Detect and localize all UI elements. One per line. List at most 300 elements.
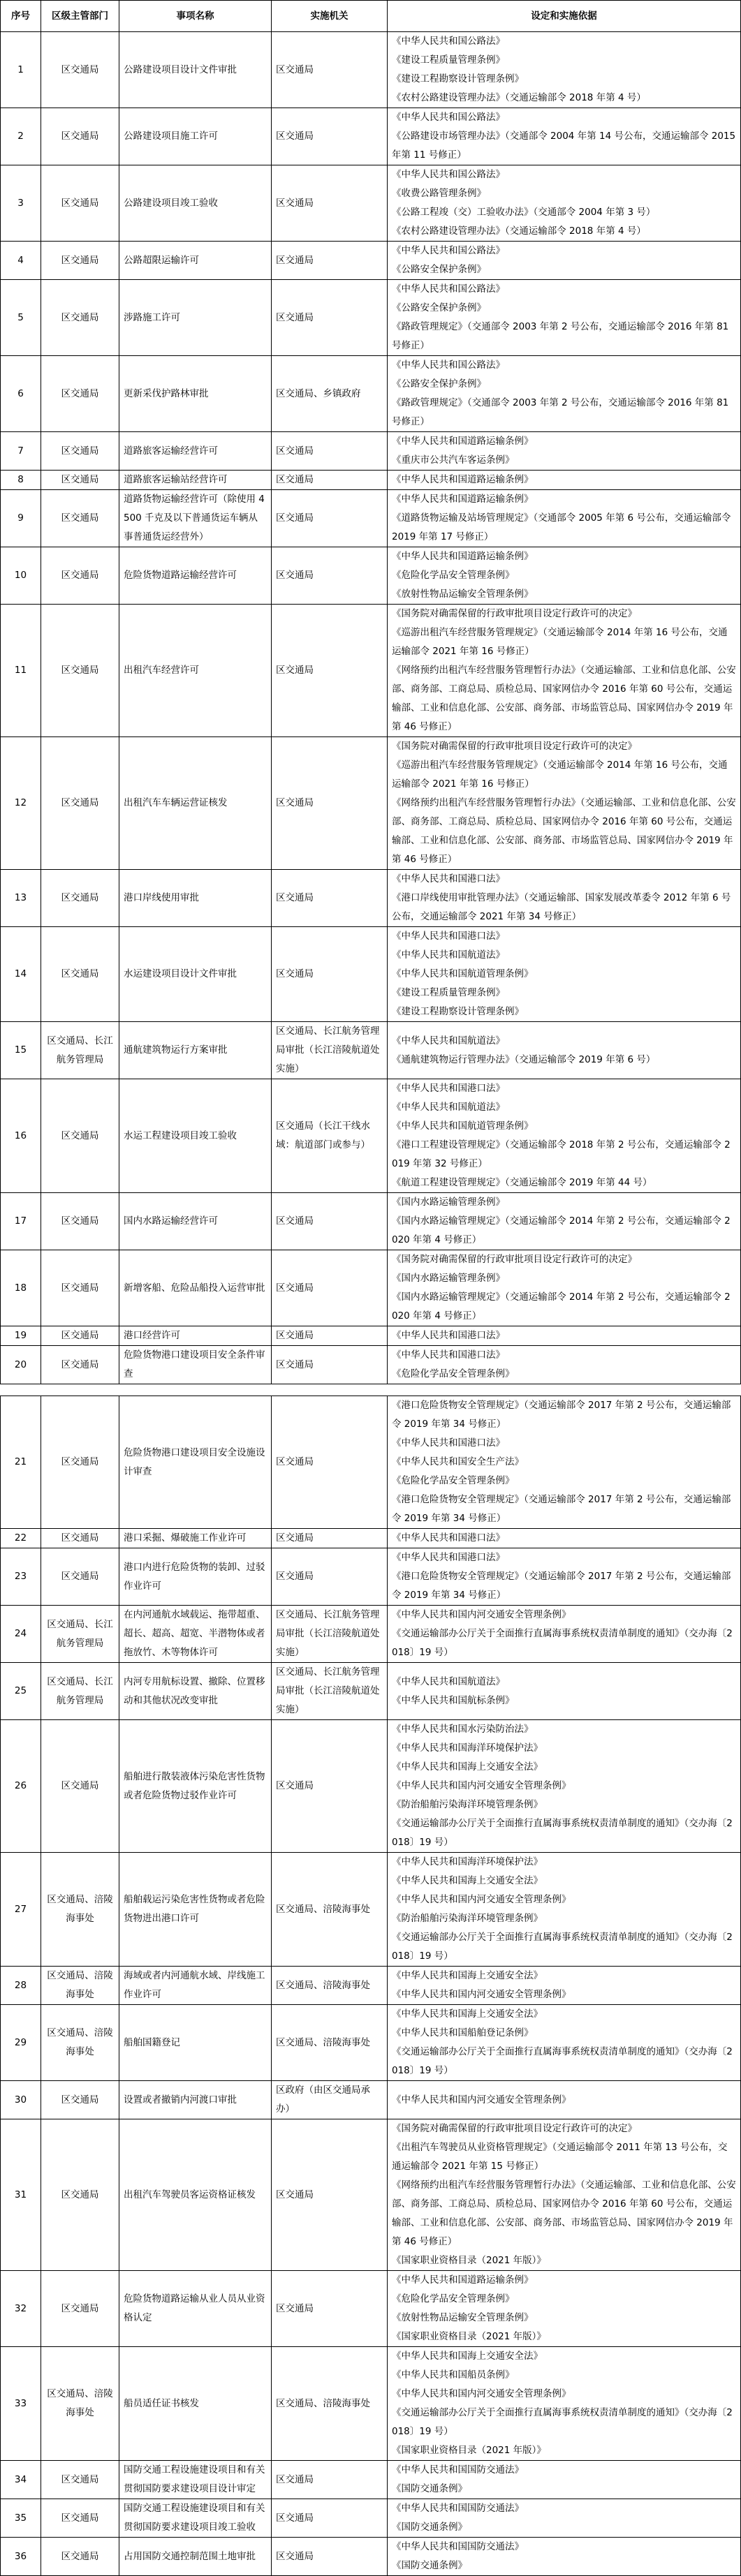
row-department: 区交通局 (41, 1720, 119, 1853)
row-item-name: 港口岸线使用审批 (119, 870, 272, 927)
table-row (1, 1022, 741, 1079)
row-department: 区交通局 (41, 242, 119, 280)
row-item-name: 通航建筑物运行方案审批 (119, 1022, 272, 1079)
row-number: 5 (1, 280, 41, 356)
basis-line: 《中华人民共和国道路运输条例》 (392, 494, 534, 505)
basis-line: 《中华人民共和国海洋环境保护法》 (392, 1742, 543, 1754)
row-department: 区交通局、长江航务管理局 (41, 1606, 119, 1663)
basis-line: 《中华人民共和国国防交通法》 (392, 2464, 524, 2475)
row-department: 区交通局 (41, 1250, 119, 1326)
row-item-name: 危险货物港口建设项目安全设施设计审查 (119, 1396, 272, 1529)
basis-line: 《中华人民共和国航道法》 (392, 1675, 505, 1687)
row-agency: 区交通局 (272, 605, 388, 737)
row-basis (388, 165, 741, 242)
basis-line: 《港口工程建设管理规定》（交通运输部令 2018 年第 2 号公布，交通运输部令 2019 年第 32 号修正） (392, 1139, 731, 1169)
row-item-name: 公路建设项目竣工验收 (119, 165, 272, 242)
table-row (1, 2499, 741, 2538)
row-item-name: 涉路施工许可 (119, 280, 272, 356)
row-number: 6 (1, 356, 41, 432)
row-item-name: 设置或者撤销内河渡口审批 (119, 2081, 272, 2119)
row-department: 区交通局 (41, 2499, 119, 2538)
row-department: 区交通局 (41, 471, 119, 490)
row-item-name: 港口采掘、爆破施工作业许可 (119, 1529, 272, 1548)
row-item-name: 船舶进行散装液体污染危害性货物或者危险货物过驳作业许可 (119, 1720, 272, 1853)
basis-line: 《收费公路管理条例》 (392, 188, 486, 199)
row-item-name: 道路旅客运输经营许可 (119, 432, 272, 471)
row-basis (388, 490, 741, 547)
row-department: 区交通局 (41, 2081, 119, 2119)
table-row (1, 1250, 741, 1326)
table-row (1, 1529, 741, 1548)
basis-line: 《中华人民共和国港口法》 (392, 873, 505, 884)
basis-line: 《国家职业资格目录（2021 年版）》 (392, 2255, 546, 2266)
basis-line: 《网络预约出租汽车经营服务管理暂行办法》（交通运输部、工业和信息化部、公安部、商务部、工商总局、质检总局、国家网信办令 2016 年第 60 号公布，交通运输部、工业和信息化部、公安部、商务部、市场监管总局、国家网信办令 2019 年第 46 号修正） (392, 665, 736, 732)
row-agency: 区交通局 (272, 2119, 388, 2271)
row-number: 17 (1, 1193, 41, 1250)
row-number: 35 (1, 2499, 41, 2538)
basis-line: 《中华人民共和国内河交通安全管理条例》 (392, 1780, 571, 1791)
basis-line: 《交通运输部办公厅关于全面推行直属海事系统权责清单制度的通知》（交办海〔2018〕19 号） (392, 2407, 733, 2437)
table-row (1, 1326, 741, 1346)
table-row (1, 2347, 741, 2461)
row-basis (388, 1663, 741, 1720)
basis-line: 《建设工程勘察设计管理条例》 (392, 73, 524, 84)
row-basis (388, 870, 741, 927)
row-number: 4 (1, 242, 41, 280)
table-row (1, 432, 741, 471)
table-row (1, 490, 741, 547)
header-dept: 区级主管部门 (41, 1, 119, 32)
row-agency: 区交通局（长江干线水域：航道部门或参与） (272, 1079, 388, 1193)
table-row (1, 605, 741, 737)
basis-line: 《路政管理规定》（交通部令 2003 年第 2 号公布，交通运输部令 2016 年第 81 号修正） (392, 321, 729, 351)
row-item-name: 出租汽车经营许可 (119, 605, 272, 737)
basis-line: 《中华人民共和国公路法》 (392, 112, 505, 123)
row-basis (388, 432, 741, 471)
basis-line: 《路政管理规定》（交通部令 2003 年第 2 号公布，交通运输部令 2016 年第 81 号修正） (392, 397, 729, 427)
row-item-name: 新增客船、危险品船投入运营审批 (119, 1250, 272, 1326)
basis-line: 《国家职业资格目录（2021 年版）》 (392, 2331, 546, 2342)
row-department: 区交通局、涪陵海事处 (41, 1967, 119, 2005)
basis-line: 《中华人民共和国公路法》 (392, 36, 505, 47)
row-number: 24 (1, 1606, 41, 1663)
basis-line: 《中华人民共和国道路运输条例》 (392, 551, 534, 562)
row-number: 11 (1, 605, 41, 737)
row-basis (388, 1529, 741, 1548)
row-basis (388, 605, 741, 737)
table-row (1, 547, 741, 605)
basis-line: 《中华人民共和国内河交通安全管理条例》 (392, 2388, 571, 2399)
row-basis (388, 1396, 741, 1529)
row-agency: 区交通局 (272, 1250, 388, 1326)
row-basis (388, 1250, 741, 1326)
row-agency: 区交通局 (272, 1346, 388, 1384)
row-number: 33 (1, 2347, 41, 2461)
basis-line: 《危险化学品安全管理条例》 (392, 1475, 515, 1486)
row-department: 区交通局 (41, 1548, 119, 1606)
row-item-name: 国防交通工程设施建设项目和有关贯彻国防要求建设项目竣工验收 (119, 2499, 272, 2538)
table-row (1, 870, 741, 927)
row-item-name: 公路超限运输许可 (119, 242, 272, 280)
row-number: 10 (1, 547, 41, 605)
basis-line: 《中华人民共和国港口法》 (392, 1330, 505, 1341)
permit-table-continued (0, 1396, 741, 2576)
row-item-name: 在内河通航水域载运、拖带超重、超长、超高、超宽、半潜物体或者拖放竹、木等物体许可 (119, 1606, 272, 1663)
row-department: 区交通局 (41, 1529, 119, 1548)
row-agency: 区交通局、涪陵海事处 (272, 2005, 388, 2081)
row-department: 区交通局 (41, 490, 119, 547)
row-agency: 区交通局 (272, 1193, 388, 1250)
basis-line: 《国防交通条例》 (392, 2560, 467, 2571)
row-agency: 区交通局 (272, 471, 388, 490)
row-agency: 区交通局 (272, 547, 388, 605)
row-basis (388, 1346, 741, 1384)
row-department: 区交通局、长江航务管理局 (41, 1663, 119, 1720)
basis-line: 《国务院对确需保留的行政审批项目设定行政许可的决定》 (392, 608, 637, 619)
basis-line: 《道路货物运输及站场管理规定》（交通部令 2005 年第 6 号公布，交通运输部令 2019 年第 17 号修正） (392, 512, 731, 542)
row-department: 区交通局 (41, 432, 119, 471)
table-row (1, 2005, 741, 2081)
basis-line: 《公路建设市场管理办法》（交通部令 2004 年第 14 号公布，交通运输部令 2015 年第 11 号修正） (392, 131, 736, 161)
row-agency: 区交通局 (272, 1529, 388, 1548)
row-agency: 区交通局 (272, 1548, 388, 1606)
basis-line: 《中华人民共和国港口法》 (392, 1349, 505, 1361)
row-department: 区交通局、长江航务管理局 (41, 1022, 119, 1079)
row-number: 36 (1, 2538, 41, 2576)
basis-line: 《国家职业资格目录（2021 年版）》 (392, 2445, 546, 2456)
basis-line: 《中华人民共和国内河交通安全管理条例》 (392, 1609, 571, 1620)
row-number: 22 (1, 1529, 41, 1548)
basis-line: 《国内水路运输管理条例》 (392, 1273, 505, 1284)
table-row (1, 1548, 741, 1606)
table-body-part-1 (1, 32, 741, 1384)
row-agency: 区交通局 (272, 1396, 388, 1529)
row-item-name: 水运建设项目设计文件审批 (119, 927, 272, 1022)
table-row (1, 1720, 741, 1853)
row-agency: 区交通局 (272, 108, 388, 165)
row-number: 21 (1, 1396, 41, 1529)
row-basis (388, 2081, 741, 2119)
table-row (1, 1079, 741, 1193)
basis-line: 《农村公路建设管理办法》（交通运输部令 2018 年第 4 号） (392, 225, 646, 237)
row-agency: 区交通局 (272, 2461, 388, 2499)
basis-line: 《中华人民共和国公路法》 (392, 360, 505, 371)
row-item-name: 国内水路运输经营许可 (119, 1193, 272, 1250)
row-agency: 区交通局 (272, 2538, 388, 2576)
basis-line: 《国务院对确需保留的行政审批项目设定行政许可的决定》 (392, 741, 637, 752)
basis-line: 《中华人民共和国公路法》 (392, 169, 505, 180)
row-agency: 区交通局 (272, 280, 388, 356)
row-department: 区交通局 (41, 927, 119, 1022)
row-basis (388, 927, 741, 1022)
row-item-name: 海域或者内河通航水域、岸线施工作业许可 (119, 1967, 272, 2005)
row-agency: 区交通局、长江航务管理局审批（长江涪陵航道处实施） (272, 1663, 388, 1720)
row-agency: 区交通局 (272, 870, 388, 927)
row-basis (388, 1193, 741, 1250)
basis-line: 《中华人民共和国港口法》 (392, 1083, 505, 1094)
table-row (1, 32, 741, 108)
row-item-name: 船员适任证书核发 (119, 2347, 272, 2461)
basis-line: 《重庆市公共汽车客运条例》 (392, 454, 515, 466)
row-item-name: 港口内进行危险货物的装卸、过驳作业许可 (119, 1548, 272, 1606)
row-item-name: 船舶国籍登记 (119, 2005, 272, 2081)
basis-line: 《网络预约出租汽车经营服务管理暂行办法》（交通运输部、工业和信息化部、公安部、商务部、工商总局、质检总局、国家网信办令 2016 年第 60 号公布，交通运输部、工业和信息化部、公安部、商务部、市场监管总局、国家网信办令 2019 年第 46 号修正） (392, 2179, 736, 2247)
basis-line: 《交通运输部办公厅关于全面推行直属海事系统权责清单制度的通知》（交办海〔2018〕19 号） (392, 2046, 733, 2076)
row-basis (388, 356, 741, 432)
table-row (1, 927, 741, 1022)
row-department: 区交通局 (41, 2119, 119, 2271)
row-basis (388, 2005, 741, 2081)
basis-line: 《国务院对确需保留的行政审批项目设定行政许可的决定》 (392, 1254, 637, 1265)
basis-line: 《国内水路运输管理规定》（交通运输部令 2014 年第 2 号公布，交通运输部令 2020 年第 4 号修正） (392, 1291, 731, 1322)
row-agency: 区交通局、涪陵海事处 (272, 1853, 388, 1967)
row-number: 9 (1, 490, 41, 547)
basis-line: 《危险化学品安全管理条例》 (392, 2293, 515, 2304)
row-agency: 区交通局、涪陵海事处 (272, 1967, 388, 2005)
basis-line: 《放射性物品运输安全管理条例》 (392, 589, 534, 600)
row-basis (388, 2499, 741, 2538)
basis-line: 《中华人民共和国海上交通安全法》 (392, 2351, 543, 2362)
basis-line: 《中华人民共和国内河交通安全管理条例》 (392, 1989, 571, 2000)
basis-line: 《中华人民共和国港口法》 (392, 1532, 505, 1544)
row-basis (388, 108, 741, 165)
basis-line: 《国内水路运输管理条例》 (392, 1197, 505, 1208)
basis-line: 《中华人民共和国航道管理条例》 (392, 1120, 534, 1132)
basis-line: 《农村公路建设管理办法》（交通运输部令 2018 年第 4 号） (392, 92, 646, 103)
row-number: 1 (1, 32, 41, 108)
row-number: 8 (1, 471, 41, 490)
page-break-gap (0, 1384, 740, 1396)
table-row (1, 2461, 741, 2499)
row-agency: 区交通局 (272, 1326, 388, 1346)
row-basis (388, 1326, 741, 1346)
header-name: 事项名称 (119, 1, 272, 32)
table-row (1, 2538, 741, 2576)
row-agency: 区交通局 (272, 432, 388, 471)
row-agency: 区交通局 (272, 242, 388, 280)
row-item-name: 国防交通工程设施建设项目和有关贯彻国防要求建设项目设计审定 (119, 2461, 272, 2499)
row-number: 7 (1, 432, 41, 471)
basis-line: 《建设工程质量管理条例》 (392, 54, 505, 66)
basis-line: 《放射性物品运输安全管理条例》 (392, 2312, 534, 2323)
row-department: 区交通局 (41, 1079, 119, 1193)
basis-line: 《危险化学品安全管理条例》 (392, 1368, 515, 1379)
basis-line: 《中华人民共和国道路运输条例》 (392, 436, 534, 447)
basis-line: 《中华人民共和国航标条例》 (392, 1694, 515, 1706)
basis-line: 《港口岸线使用审批管理办法》（交通运输部、国家发展改革委令 2012 年第 6 号公布，交通运输部令 2021 年第 34 号修正） (392, 892, 731, 922)
basis-line: 《巡游出租汽车经营服务管理规定》（交通运输部令 2014 年第 16 号公布，交通运输部令 2021 年第 16 号修正） (392, 627, 728, 657)
row-agency: 区交通局 (272, 490, 388, 547)
basis-line: 《中华人民共和国国防交通法》 (392, 2541, 524, 2552)
row-number: 26 (1, 1720, 41, 1853)
basis-line: 《防治船舶污染海洋环境管理条例》 (392, 1799, 543, 1810)
row-agency: 区交通局 (272, 32, 388, 108)
row-item-name: 港口经营许可 (119, 1326, 272, 1346)
row-basis (388, 1720, 741, 1853)
row-number: 18 (1, 1250, 41, 1326)
table-row (1, 108, 741, 165)
row-agency: 区交通局、长江航务管理局审批（长江涪陵航道处实施） (272, 1022, 388, 1079)
basis-line: 《通航建筑物运行管理办法》（交通运输部令 2019 年第 6 号） (392, 1053, 656, 1065)
row-number: 16 (1, 1079, 41, 1193)
row-basis (388, 242, 741, 280)
basis-line: 《港口危险货物安全管理规定》（交通运输部令 2017 年第 2 号公布，交通运输部令 2019 年第 34 号修正） (392, 1400, 731, 1430)
basis-line: 《中华人民共和国航道管理条例》 (392, 968, 534, 979)
row-basis (388, 1853, 741, 1967)
row-agency: 区交通局 (272, 1720, 388, 1853)
basis-line: 《建设工程勘察设计管理条例》 (392, 1006, 524, 1017)
row-department: 区交通局、涪陵海事处 (41, 2005, 119, 2081)
basis-line: 《公路工程竣（交）工验收办法》（交通部令 2004 年第 3 号） (392, 207, 656, 218)
row-item-name: 船舶载运污染危害性货物或者危险货物进出港口许可 (119, 1853, 272, 1967)
row-number: 28 (1, 1967, 41, 2005)
row-basis (388, 1548, 741, 1606)
row-number: 30 (1, 2081, 41, 2119)
row-item-name: 道路旅客运输站经营许可 (119, 471, 272, 490)
basis-line: 《中华人民共和国内河交通安全管理条例》 (392, 1894, 571, 1905)
table-row (1, 356, 741, 432)
basis-line: 《防治船舶污染海洋环境管理条例》 (392, 1913, 543, 1924)
row-number: 14 (1, 927, 41, 1022)
header-no: 序号 (1, 1, 41, 32)
table-row (1, 1193, 741, 1250)
row-department: 区交通局 (41, 356, 119, 432)
basis-line: 《中华人民共和国道路运输条例》 (392, 474, 534, 485)
basis-line: 《国防交通条例》 (392, 2483, 467, 2494)
row-basis (388, 737, 741, 870)
row-basis (388, 471, 741, 490)
row-basis (388, 1606, 741, 1663)
row-number: 31 (1, 2119, 41, 2271)
table-row (1, 1396, 741, 1529)
row-item-name: 危险货物道路运输经营许可 (119, 547, 272, 605)
row-basis (388, 2461, 741, 2499)
row-agency: 区交通局 (272, 165, 388, 242)
row-basis (388, 1967, 741, 2005)
header-basis: 设定和实施依据 (388, 1, 741, 32)
basis-line: 《中华人民共和国海上交通安全法》 (392, 1875, 543, 1886)
row-number: 13 (1, 870, 41, 927)
basis-line: 《国防交通条例》 (392, 2522, 467, 2533)
table-body-part-2 (1, 1396, 741, 2576)
row-agency: 区交通局 (272, 927, 388, 1022)
row-department: 区交通局 (41, 32, 119, 108)
basis-line: 《中华人民共和国国防交通法》 (392, 2503, 524, 2514)
row-agency: 区交通局 (272, 2499, 388, 2538)
basis-line: 《网络预约出租汽车经营服务管理暂行办法》（交通运输部、工业和信息化部、公安部、商务部、工商总局、质检总局、国家网信办令 2016 年第 60 号公布，交通运输部、工业和信息化部、公安部、商务部、市场监管总局、国家网信办令 2019 年第 46 号修正） (392, 797, 736, 865)
table-row (1, 2081, 741, 2119)
table-row (1, 1967, 741, 2005)
row-agency: 区交通局、涪陵海事处 (272, 2347, 388, 2461)
table-row (1, 1663, 741, 1720)
row-agency: 区交通局 (272, 737, 388, 870)
row-number: 23 (1, 1548, 41, 1606)
basis-line: 《中华人民共和国海洋环境保护法》 (392, 1856, 543, 1867)
table-row (1, 165, 741, 242)
row-department: 区交通局 (41, 1396, 119, 1529)
row-basis (388, 32, 741, 108)
basis-line: 《中华人民共和国内河交通安全管理条例》 (392, 2094, 571, 2105)
basis-line: 《中华人民共和国航道法》 (392, 1102, 505, 1113)
basis-line: 《中华人民共和国公路法》 (392, 245, 505, 256)
row-department: 区交通局、涪陵海事处 (41, 1853, 119, 1967)
row-item-name: 内河专用航标设置、撤除、位置移动和其他状况改变审批 (119, 1663, 272, 1720)
row-number: 32 (1, 2271, 41, 2347)
basis-line: 《公路安全保护条例》 (392, 302, 486, 313)
basis-line: 《港口危险货物安全管理规定》（交通运输部令 2017 年第 2 号公布，交通运输部令 2019 年第 34 号修正） (392, 1571, 731, 1601)
basis-line: 《建设工程质量管理条例》 (392, 987, 505, 998)
basis-line: 《公路安全保护条例》 (392, 378, 486, 390)
row-number: 34 (1, 2461, 41, 2499)
row-basis (388, 1022, 741, 1079)
basis-line: 《中华人民共和国船员条例》 (392, 2369, 515, 2381)
row-basis (388, 1079, 741, 1193)
row-department: 区交通局 (41, 737, 119, 870)
basis-line: 《港口危险货物安全管理规定》（交通运输部令 2017 年第 2 号公布，交通运输部令 2019 年第 34 号修正） (392, 1494, 731, 1524)
row-agency: 区政府（由区交通局承办） (272, 2081, 388, 2119)
row-item-name: 公路建设项目设计文件审批 (119, 32, 272, 108)
basis-line: 《中华人民共和国港口法》 (392, 1552, 505, 1563)
basis-line: 《出租汽车驾驶员从业资格管理规定》（交通运输部令 2011 年第 13 号公布，交通运输部令 2021 年第 15 号修正） (392, 2142, 728, 2172)
row-item-name: 出租汽车驾驶员客运资格证核发 (119, 2119, 272, 2271)
row-item-name: 公路建设项目施工许可 (119, 108, 272, 165)
table-row (1, 2271, 741, 2347)
row-department: 区交通局 (41, 1326, 119, 1346)
basis-line: 《中华人民共和国海上交通安全法》 (392, 1761, 543, 1772)
basis-line: 《国内水路运输管理规定》（交通运输部令 2014 年第 2 号公布，交通运输部令 2020 年第 4 号修正） (392, 1215, 731, 1245)
row-number: 3 (1, 165, 41, 242)
table-row (1, 1606, 741, 1663)
table-row (1, 242, 741, 280)
row-department: 区交通局 (41, 2461, 119, 2499)
basis-line: 《中华人民共和国公路法》 (392, 283, 505, 295)
basis-line: 《中华人民共和国航道法》 (392, 1035, 505, 1046)
basis-line: 《中华人民共和国港口法》 (392, 931, 505, 942)
row-department: 区交通局 (41, 1193, 119, 1250)
row-item-name: 水运工程建设项目竣工验收 (119, 1079, 272, 1193)
basis-line: 《交通运输部办公厅关于全面推行直属海事系统权责清单制度的通知》（交办海〔2018〕19 号） (392, 1932, 733, 1962)
row-agency: 区交通局、长江航务管理局审批（长江涪陵航道处实施） (272, 1606, 388, 1663)
header-org: 实施机关 (272, 1, 388, 32)
row-department: 区交通局 (41, 605, 119, 737)
table-row (1, 1853, 741, 1967)
basis-line: 《中华人民共和国海上交通安全法》 (392, 2008, 543, 2020)
basis-line: 《中华人民共和国船舶登记条例》 (392, 2027, 534, 2038)
row-department: 区交通局、涪陵海事处 (41, 2347, 119, 2461)
row-basis (388, 547, 741, 605)
row-item-name: 占用国防交通控制范围土地审批 (119, 2538, 272, 2576)
row-department: 区交通局 (41, 547, 119, 605)
basis-line: 《中华人民共和国安全生产法》 (392, 1456, 524, 1467)
row-agency: 区交通局、乡镇政府 (272, 356, 388, 432)
row-department: 区交通局 (41, 1346, 119, 1384)
basis-line: 《交通运输部办公厅关于全面推行直属海事系统权责清单制度的通知》（交办海〔2018〕19 号） (392, 1628, 733, 1658)
basis-line: 《巡游出租汽车经营服务管理规定》（交通运输部令 2014 年第 16 号公布，交通运输部令 2021 年第 16 号修正） (392, 760, 728, 790)
basis-line: 《国务院对确需保留的行政审批项目设定行政许可的决定》 (392, 2123, 637, 2134)
table-row (1, 471, 741, 490)
row-number: 29 (1, 2005, 41, 2081)
table-header-row (1, 1, 741, 32)
row-number: 27 (1, 1853, 41, 1967)
row-agency: 区交通局 (272, 2271, 388, 2347)
basis-line: 《航道工程建设管理规定》（交通运输部令 2019 年第 44 号） (392, 1177, 652, 1188)
row-basis (388, 2347, 741, 2461)
row-number: 20 (1, 1346, 41, 1384)
row-item-name: 出租汽车车辆运营证核发 (119, 737, 272, 870)
basis-line: 《中华人民共和国航道法》 (392, 949, 505, 961)
basis-line: 《中华人民共和国港口法》 (392, 1437, 505, 1449)
row-department: 区交通局 (41, 108, 119, 165)
